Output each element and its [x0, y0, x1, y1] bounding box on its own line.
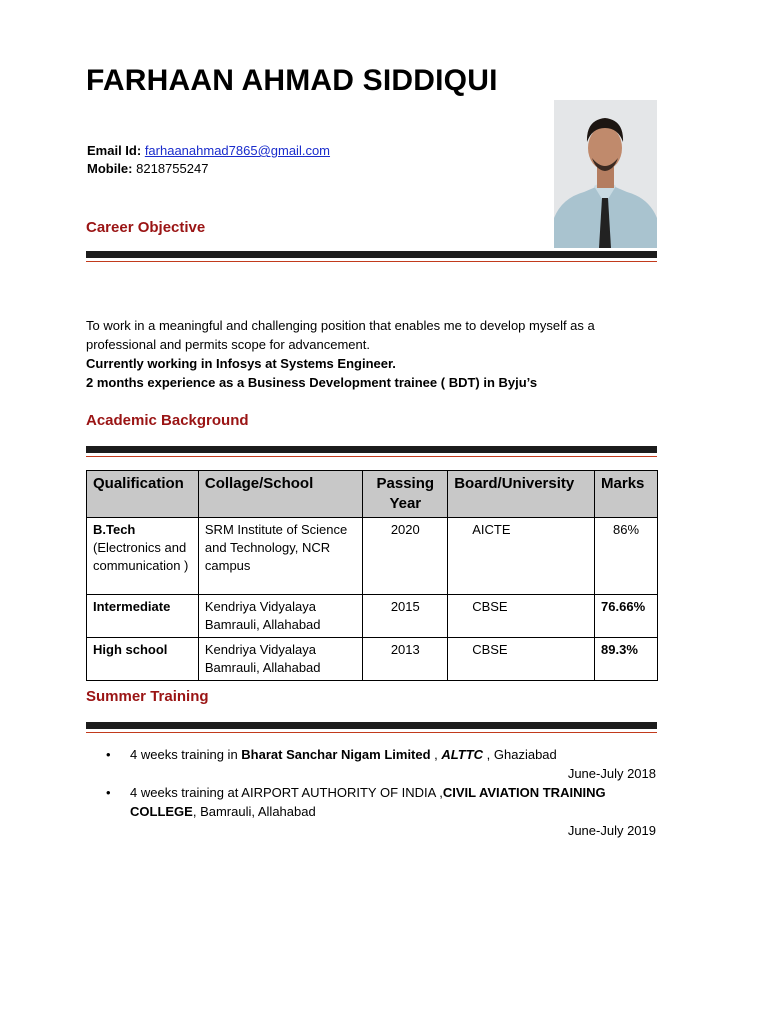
contact-block: [87, 142, 330, 178]
section-divider: [86, 446, 657, 457]
career-objective-text: [86, 316, 656, 392]
table-row: [87, 638, 658, 681]
training-location: , Bamrauli, Allahabad: [192, 804, 316, 819]
column-header: Passing Year: [363, 471, 448, 518]
column-header: Collage/School: [198, 471, 362, 518]
section-heading-career: Career Objective: [86, 219, 206, 236]
mobile-label: Mobile:: [87, 161, 133, 176]
marks-cell: 86%: [595, 518, 658, 595]
qualification-note: (Electronics and communication ): [93, 540, 189, 573]
training-date: June-July 2019: [567, 823, 656, 838]
school-cell: Kendriya Vidyalaya Bamrauli, Allahabad: [198, 638, 362, 681]
training-org: CIVIL AVIATION TRAINING COLLEGE: [130, 785, 606, 819]
board-cell: CBSE: [448, 595, 595, 638]
table-header-row: [87, 471, 658, 518]
qualification-name: B.Tech: [93, 522, 136, 537]
section-divider: [86, 251, 657, 262]
training-text: 4 weeks training in: [130, 747, 242, 762]
marks-cell: 76.66%: [595, 595, 658, 638]
email-label: Email Id:: [87, 143, 142, 158]
bullet-icon: •: [106, 785, 111, 800]
table-row: [87, 518, 658, 595]
school-cell: Kendriya Vidyalaya Bamrauli, Allahabad: [198, 595, 362, 638]
year-cell: 2015: [363, 595, 448, 638]
list-item: [106, 745, 656, 764]
list-item: [106, 783, 656, 821]
school-cell: SRM Institute of Science and Technology, NCR campus: [198, 518, 362, 595]
training-sep: ,: [430, 747, 442, 762]
email-link[interactable]: farhaanahmad7865@gmail.com: [144, 143, 331, 158]
qualification-cell: High school: [87, 638, 199, 681]
candidate-name: FARHAAN AHMAD SIDDIQUI: [86, 64, 498, 97]
section-heading-training: Summer Training: [86, 688, 209, 705]
training-text: 4 weeks training at AIRPORT AUTHORITY OF INDIA ,: [130, 785, 443, 800]
qualification-cell: Intermediate: [87, 595, 199, 638]
training-list: [106, 745, 656, 840]
academic-table: [86, 470, 658, 681]
table-row: [87, 595, 658, 638]
objective-line: To work in a meaningful and challenging position that enables me to develop myself as a professional and permits scope for advancement.: [86, 318, 595, 352]
objective-experience: 2 months experience as a Business Development trainee ( BDT) in Byju’s: [86, 375, 538, 390]
profile-photo-graphic: [554, 100, 657, 248]
training-org: Bharat Sanchar Nigam Limited: [241, 747, 431, 762]
column-header: Board/University: [448, 471, 595, 518]
section-divider: [86, 722, 657, 733]
column-header: Qualification: [87, 471, 199, 518]
training-unit: ALTTC: [441, 747, 484, 762]
objective-current-role: Currently working in Infosys at Systems Engineer.: [86, 356, 396, 371]
year-cell: 2013: [363, 638, 448, 681]
bullet-icon: •: [106, 747, 111, 762]
year-cell: 2020: [363, 518, 448, 595]
section-heading-academic: Academic Background: [86, 412, 249, 429]
training-date: June-July 2018: [567, 766, 656, 781]
qualification-cell: [87, 518, 199, 595]
board-cell: AICTE: [448, 518, 595, 595]
mobile-number: 8218755247: [136, 161, 209, 176]
column-header: Marks: [595, 471, 658, 518]
board-cell: CBSE: [448, 638, 595, 681]
marks-cell: 89.3%: [595, 638, 658, 681]
training-location: , Ghaziabad: [483, 747, 557, 762]
profile-photo: [554, 100, 657, 248]
